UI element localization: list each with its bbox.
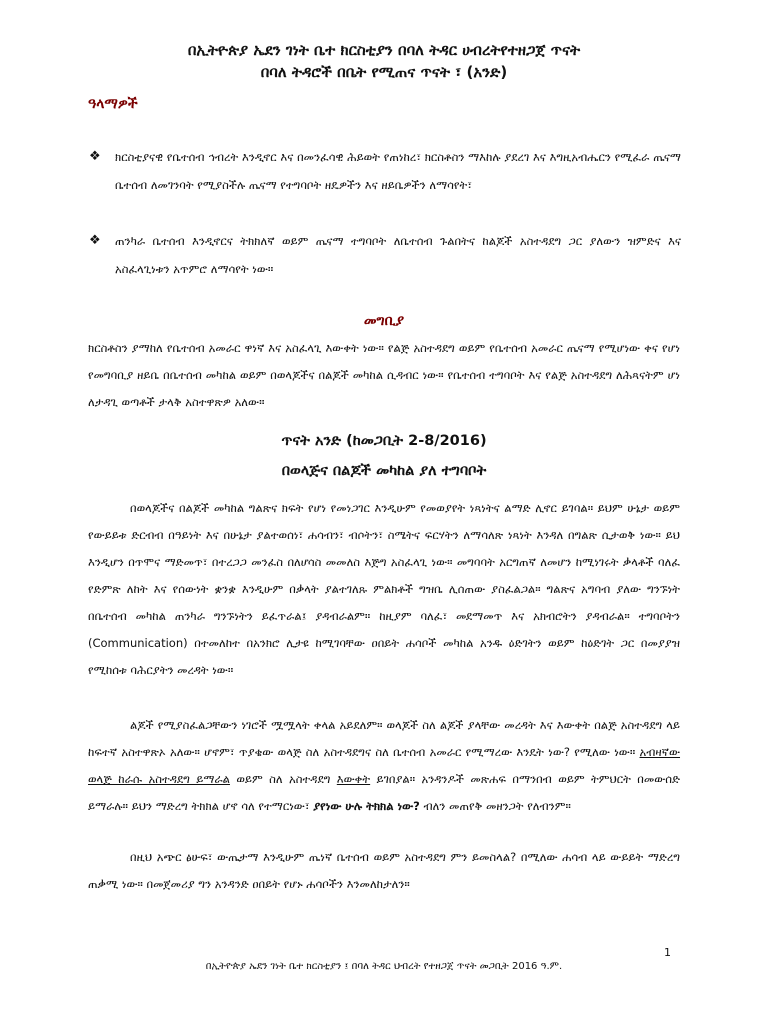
lesson-paragraph-1: በወላጆችና በልጆች መካከል ግልጽና ክፍት የሆነ የመነጋገር እንዲሁም የመወያየት ነጻነትና ልማድ ሊኖር ይገባል። ይህም ሁኔታ ወይም የውይይቱ ድርብብ በዓይነት እና በሁኔታ ያልተወሰነ፣ ሐሳብን፣ ብሶትን፣ ስሜትና ፍርሃትን ለማሳለጽ ነጻነት እንዳለ በግልጽ ሲታወቅ ነው። ይህ እንዲሆን በጥሞና ማድመጥ፣ በተረጋጋ መንፈስ በለሆሳስ መመለስ እጅግ አስፈላጊ ነው። መግባባት አርግጠኛ ለመሆን ከሚነገሩት ቃላቶች ባለፈ የድምጽ ለከት እና የሰውነት ቋንቋ እንዲሁም በቃላት ያልተገለጹ ምልክቶች ግዝቤ ሊሰጠው ያስፈልጋል። ግልጽና አግባብ ያለው ግንኙነት በቤተሰብ መካከል ጠንካራ ግንኙነትን ይፈጥራል፤ ያዳብራልም። ከዚያም ባለፈ፣ መደማመጥ እና አክብሮትን ያዳብራል። ተግባቦትን (Communication) በተመለከተ በአንክሮ ሊታዩ ከሚገባቸው ዐበይት ሐሳቦች መካከል አንዱ ዕድገትን ወይም ከዕድገት ጋር በመያያዝ የሚከሰቱ ባሕርያትን መረዳት ነው። (88, 501, 680, 677)
objective-text: ክርስቲያናዊ የቤተሰብ ኅብረት እንዲኖር እና በመንፈሳዊ ሕይወት የጠነከረ፣ ክርስቶስን ማእከሉ ያደረገ እና እግዚአብሔርን የሚፈራ ጤናማ ቤተሰብ ለመገንባት የሚያስችሉ ጤናማ የተግባቦት ዘዴዎችን እና ዘይቤዎችን ለማሳየት፣ (115, 150, 681, 192)
paragraph-text: ብለን መጠየቅ መዘንጋት የለብንም። (423, 799, 571, 813)
lesson-paragraph-2 (88, 712, 680, 820)
page-number: 1 (664, 946, 671, 959)
paragraph-text: ወይም ስለ አስተዳደግ (236, 772, 331, 786)
objective-item (89, 143, 681, 199)
page-footer: በኢትዮጵያ ኤደን ገነት ቤተ ክርስቲያን ፤ በባለ ትዳር ህብረት የተዘጋጀ ጥናት መጋቢት 2016 ዓ.ም. (205, 961, 563, 972)
paragraph-text: ልጆች የሚያስፈልጋቸውን ነገሮች ሟሟላት ቀላል አይደለም። ወላጆች ስለ ልጆች ያላቸው መረዳት እና እውቀት በልጅ አስተዳደግ ላይ ከፍተኛ አስተዋጽኦ አለው። ሆኖም፣ ጥያቄው ወላጅ ስለ አስተዳደግና ስለ ቤተሰብ አመራር የሚማረው እንዴት ነው? የሚለው ነው። (88, 718, 680, 759)
paragraph-text: ይገበያል። አንዳንዶች መጽሐፍ በማንበብ ወይም ትምህርት በመውሰድ ይማራሉ። ይህን ማድረግ ትክክል ሆኖ ሳለ የተማርነው፣ (88, 772, 680, 813)
document-title: በኢትዮጵያ ኤደን ገነት ቤተ ክርስቲያን በባለ ትዳር ሀብረትየተዘጋጀ ጥናት (187, 41, 581, 59)
underlined-text: እውቀት (336, 772, 371, 786)
objectives-heading: ዓላማዎች (88, 96, 138, 112)
intro-heading: መግቢያ (363, 313, 405, 329)
diamond-bullet-icon: ❖ (89, 149, 101, 164)
intro-paragraph: ክርስቶስን ያማከለ የቤተሰብ አመራር ዋነኛ እና አስፈላጊ እውቀት ነው። የልጅ አስተዳደግ ወይም የቤተሰብ አመራር ጤናማ የሚሆነው ቀና የሆነ የመግባቢያ ዘይቤ በቤተሰብ መካከል ወይም በወላጆችና በልጆች መካከል ሲዳብር ነው። የቤተሰብ ተግባቦት እና የልጅ አስተዳደግ ለሕጻናትም ሆነ ለታዳጊ ወጣቶች ታላቅ አስተዋጽዎ አለው። (88, 341, 680, 409)
underlined-text: አብዛኛው ወላጅ ከራሱ አስተዳደግ ይማራል (88, 745, 681, 786)
document-subtitle: በባለ ትዳሮች በቤት የሚጠና ጥናት ፣ (አንድ) (260, 63, 508, 81)
objective-text: ጠንካራ ቤተሰብ እንዲኖርና ትክክለኛ ወይም ጤናማ ተግባቦት ለቤተሰብ ጉልበትና ከልጆች አስተዳደግ ጋር ያለውን ዝምድና እና አስፈላጊነቱን አጥምሮ ለማሳየት ነው። (115, 234, 681, 276)
bold-question: ያየነው ሁሉ ትክክል ነው? (313, 799, 420, 813)
lesson-subtitle: በወላጅና በልጆች መካከል ያለ ተግባቦት (281, 463, 487, 479)
lesson-title: ጥናት አንድ (ከመጋቢት 2-8/2016) (281, 433, 487, 449)
objective-item (89, 227, 681, 283)
lesson-paragraph-3: በዚህ አጭር ፅሁፍ፣ ውጤታማ እንዲሁም ጤነኛ ቤተሰብ ወይም አስተዳደግ ምን ይመስላል? በሚለው ሐሳብ ላይ ውይይት ማድረግ ጠቃሚ ነው። በመጀመሪያ ግን አንዳንድ ዐበይት የሆኑ ሐሳቦችን እንመለከታለን። (88, 850, 680, 891)
diamond-bullet-icon: ❖ (89, 233, 101, 248)
